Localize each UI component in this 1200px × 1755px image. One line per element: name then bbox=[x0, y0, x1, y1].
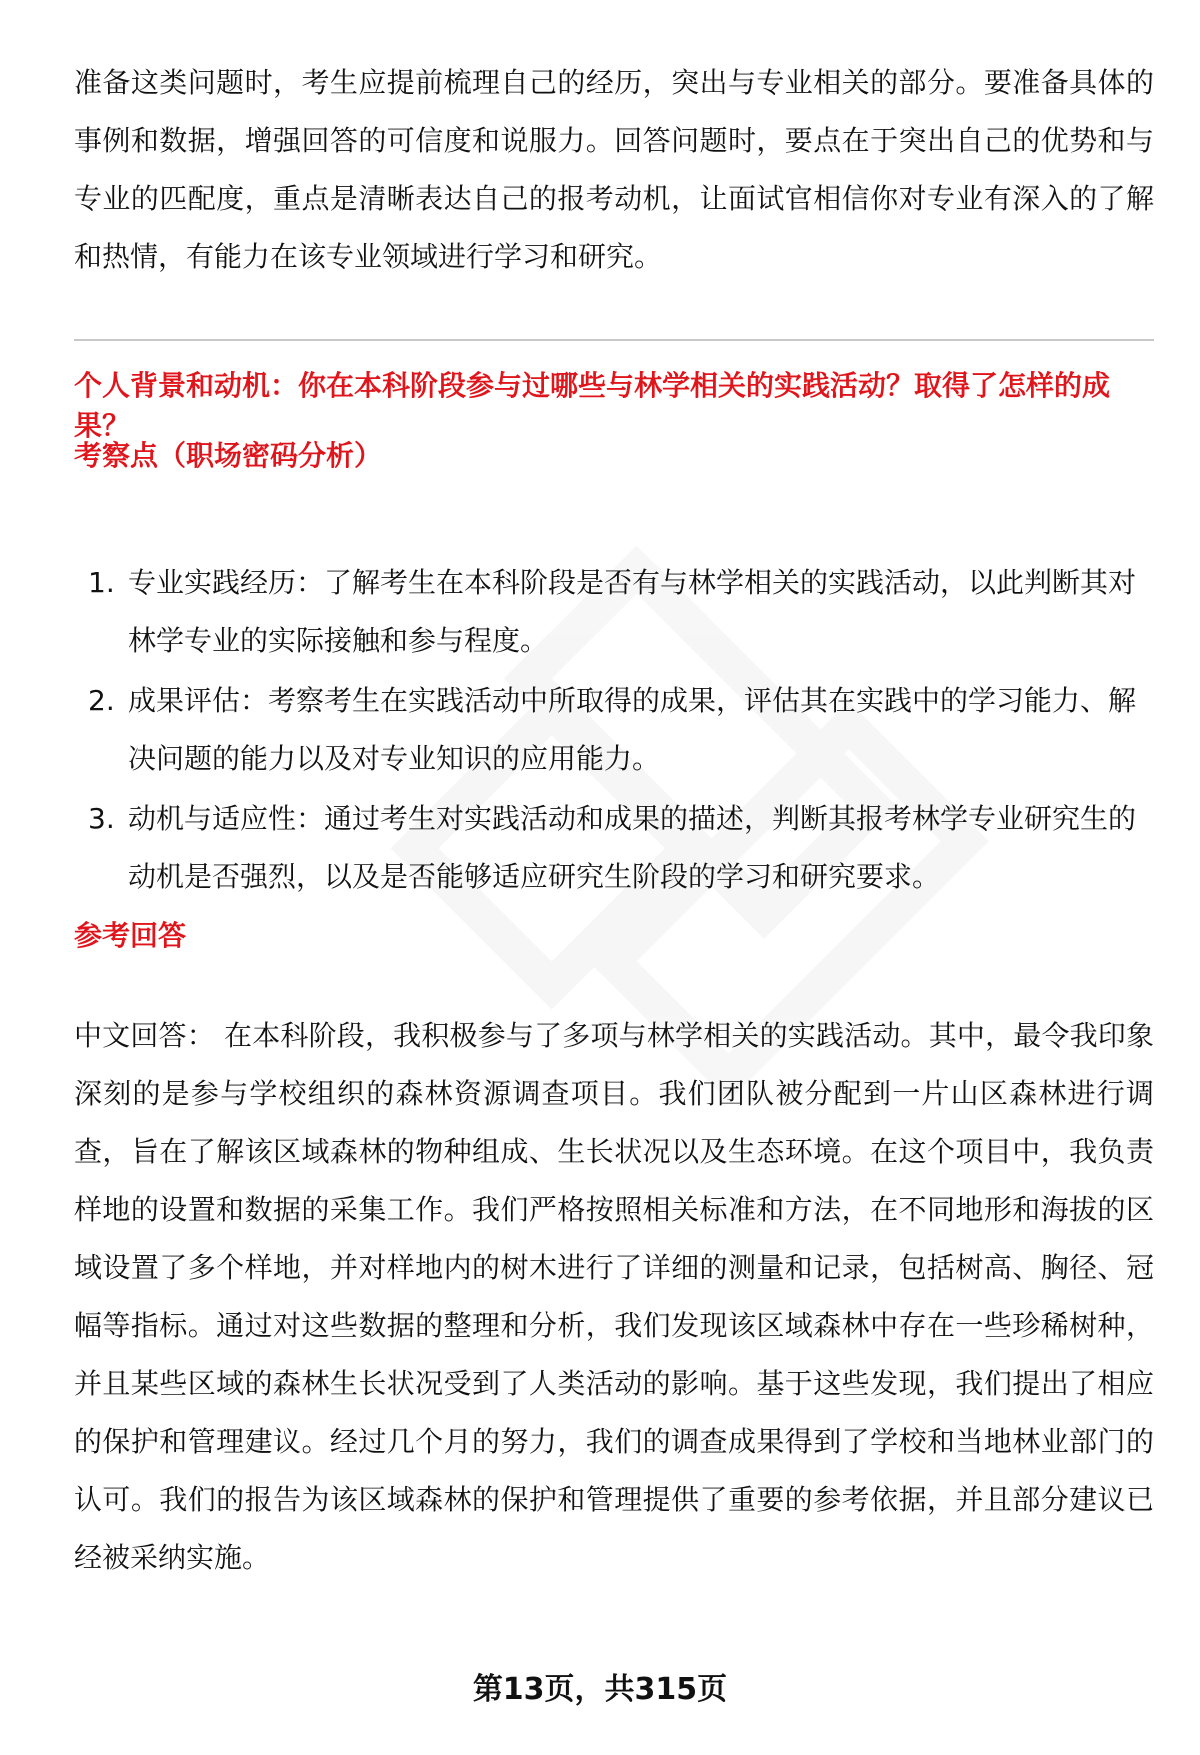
list-item bbox=[74, 672, 1154, 788]
list-item-number: 1. bbox=[88, 566, 115, 599]
list-item bbox=[74, 790, 1154, 906]
reference-answer-section bbox=[74, 1007, 1154, 1587]
examination-heading: 考察点（职场密码分析） bbox=[74, 439, 383, 472]
list-item-text: 动机与适应性：通过考生对实践活动和成果的描述，判断其报考林学专业研究生的动机是否强烈，以及是否能够适应研究生阶段的学习和研究要求。 bbox=[128, 802, 1137, 893]
question-title: 个人背景和动机：你在本科阶段参与过哪些与林学相关的实践活动？取得了怎样的成果？ bbox=[74, 369, 1111, 442]
list-item-number: 2. bbox=[88, 684, 115, 717]
list-item-text: 专业实践经历：了解考生在本科阶段是否有与林学相关的实践活动，以此判断其对林学专业的实际接触和参与程度。 bbox=[128, 566, 1137, 657]
reference-heading: 参考回答 bbox=[74, 919, 187, 952]
list-item-text: 成果评估：考察考生在实践活动中所取得的成果，评估其在实践中的学习能力、解决问题的能力以及对专业知识的应用能力。 bbox=[128, 684, 1137, 775]
list-item-number: 3. bbox=[88, 802, 115, 835]
intro-section bbox=[74, 54, 1154, 286]
examination-points-list bbox=[74, 554, 1154, 908]
reference-answer: 中文回答： 在本科阶段，我积极参与了多项与林学相关的实践活动。其中，最令我印象深刻的是参与学校组织的森林资源调查项目。我们团队被分配到一片山区森林进行调查，旨在了解该区域森林的物种组成、生长状况以及生态环境。在这个项目中，我负责样地的设置和数据的采集工作。我们严格按照相关标准和方法，在不同地形和海拔的区域设置了多个样地，并对样地内的树木进行了详细的测量和记录，包括树高、胸径、冠幅等指标。通过对这些数据的整理和分析，我们发现该区域森林中存在一些珍稀树种，并且某些区域的森林生长状况受到了人类活动的影响。基于这些发现，我们提出了相应的保护和管理建议。经过几个月的努力，我们的调查成果得到了学校和当地林业部门的认可。我们的报告为该区域森林的保护和管理提供了重要的参考依据，并且部分建议已经被采纳实施。 bbox=[74, 1019, 1154, 1574]
page-number: 第13页，共315页 bbox=[472, 1672, 728, 1707]
list-item bbox=[74, 554, 1154, 670]
section-divider bbox=[74, 339, 1154, 341]
intro-paragraph: 准备这类问题时，考生应提前梳理自己的经历，突出与专业相关的部分。要准备具体的事例和数据，增强回答的可信度和说服力。回答问题时，要点在于突出自己的优势和与专业的匹配度，重点是清晰表达自己的报考动机，让面试官相信你对专业有深入的了解和热情，有能力在该专业领域进行学习和研究。 bbox=[74, 66, 1154, 273]
